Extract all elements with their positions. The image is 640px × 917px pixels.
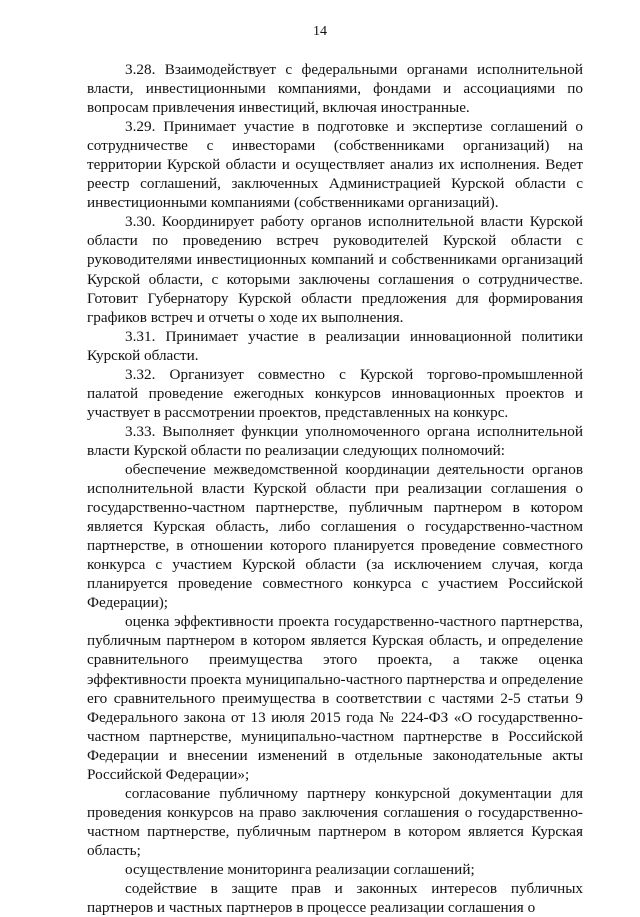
- paragraph-3-31: 3.31. Принимает участие в реализации инновационной политики Курской области.: [87, 327, 583, 364]
- page-number: 14: [313, 24, 327, 39]
- list-item-rights-protection: содействие в защите прав и законных интересов публичных партнеров и частных партнеров в процессе реализации соглашения о: [87, 880, 583, 917]
- paragraph-3-33: 3.33. Выполняет функции уполномоченного органа исполнительной власти Курской области по реализации следующих полномочий:: [87, 422, 583, 459]
- list-item-coordination: обеспечение межведомственной координации деятельности органов исполнительной власти Курской области при реализации соглашения о государственно-частном партнерстве, публичным партнером в котором является Курская область, либо соглашения о государственно-частном партнерстве, в отношении которого планируется проведение совместного конкурса с участием Курской области (за исключением случая, когда планируется проведение совместного конкурса с участием Российской Федерации);: [87, 460, 583, 612]
- list-item-monitoring: осуществление мониторинга реализации соглашений;: [125, 860, 475, 878]
- paragraph-3-30: 3.30. Координирует работу органов исполнительной власти Курской области по проведению встреч руководителей Курской области с руководителями инвестиционных компаний и собственниками организаций Курской области, с которыми заключены соглашения о сотрудничестве. Готовит Губернатору Курской области предложения для формирования графиков встреч и отчеты о ходе их выполнения.: [87, 213, 583, 326]
- list-item-documentation-approval: согласование публичному партнеру конкурсной документации для проведения конкурсов на право заключения соглашения о государственно-частном партнерстве, публичным партнером в котором является Курская область;: [87, 784, 583, 859]
- paragraph-3-28: 3.28. Взаимодействует с федеральными органами исполнительной власти, инвестиционными компаниями, фондами и ассоциациями по вопросам привлечения инвестиций, включая иностранные.: [87, 61, 583, 117]
- paragraph-3-29: 3.29. Принимает участие в подготовке и экспертизе соглашений о сотрудничестве с инвесторами (собственниками организаций) на территории Курской области и осуществляет анализ их исполнения. Ведет реестр соглашений, заключенных Администрацией Курской области с инвестиционными компаниями (собственниками организаций).: [87, 118, 583, 212]
- document-body: [87, 60, 583, 917]
- list-item-efficiency-assessment: оценка эффективности проекта государственно-частного партнерства, публичным партнером в котором является Курская область, и определение сравнительного преимущества этого проекта, а также оценка эффективности проекта муниципально-частного партнерства и определение его сравнительного преимущества в соответствии с частями 2-5 статьи 9 Федерального закона от 13 июля 2015 года № 224-ФЗ «О государственно-частном партнерстве, муниципально-частном партнерстве в Российской Федерации и внесении изменений в отдельные законодательные акты Российской Федерации»;: [87, 613, 583, 783]
- paragraph-3-32: 3.32. Организует совместно с Курской торгово-промышленной палатой проведение ежегодных конкурсов инновационных проектов и участвует в рассмотрении проектов, представленных на конкурс.: [87, 365, 583, 421]
